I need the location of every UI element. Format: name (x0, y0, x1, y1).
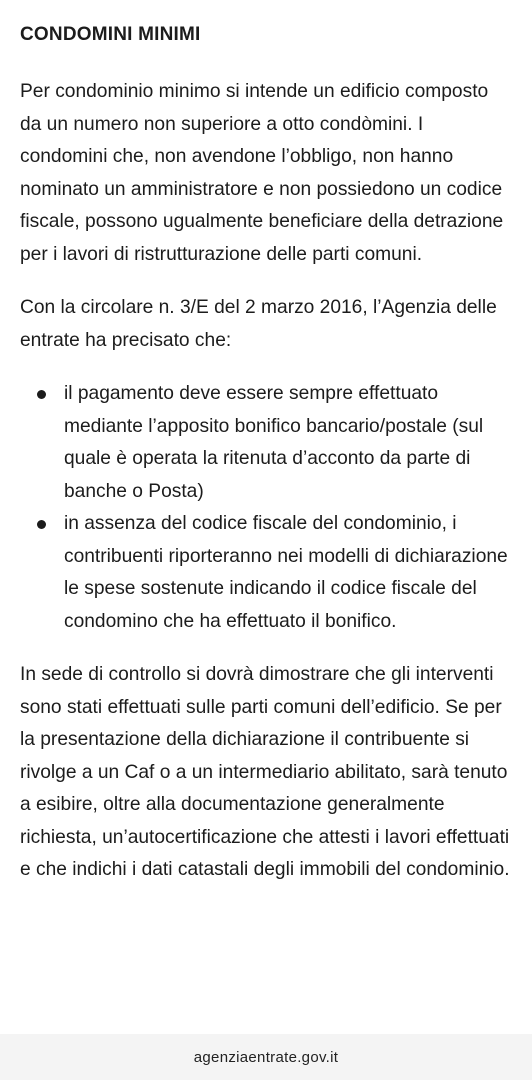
url-domain[interactable]: agenziaentrate.gov.it (193, 1048, 339, 1066)
list-item-text: in assenza del codice fiscale del condominio, i contribuenti riporteranno nei modelli di dichiarazione le spese sostenute indicando il codice fiscale del condomino che ha effettuato il bonifico. (64, 513, 508, 632)
list-item (20, 378, 514, 508)
paragraph-controllo: In sede di controllo si dovrà dimostrare che gli interventi sono stati effettuati sulle parti comuni dell’edificio. Se per la presentazione della dichiarazione il contribuente si rivolge a un Caf o a un intermediario abilitato, sarà tenuto a esibire, oltre alla documentazione generalmente richiesta, un’autocertificazione che attesti i lavori effettuati e che indichi i dati catastali degli immobili del condominio. (20, 664, 510, 880)
paragraph-definition: Per condominio minimo si intende un edificio composto da un numero non superiore a otto condòmini. I condomini che, non avendone l’obbligo, non hanno nominato un amministratore e non possiedono un codice fiscale, possono ugualmente beneficiare della detrazione per i lavori di ristrutturazione delle parti comuni. (20, 81, 504, 265)
list-item (20, 508, 514, 638)
section-title: CONDOMINI MINIMI (20, 24, 201, 45)
requirements-list (20, 378, 514, 638)
article-content (20, 22, 514, 908)
list-item-text: il pagamento deve essere sempre effettuato mediante l’apposito bonifico bancario/postale (sul quale è operata la ritenuta d’acconto da parte di banche o Posta) (64, 383, 484, 502)
browser-url-bar[interactable] (0, 1034, 532, 1080)
bullet-icon (37, 520, 46, 529)
bullet-icon (37, 390, 46, 399)
paragraph-circolare-intro: Con la circolare n. 3/E del 2 marzo 2016, l’Agenzia delle entrate ha precisato che: (20, 297, 497, 351)
